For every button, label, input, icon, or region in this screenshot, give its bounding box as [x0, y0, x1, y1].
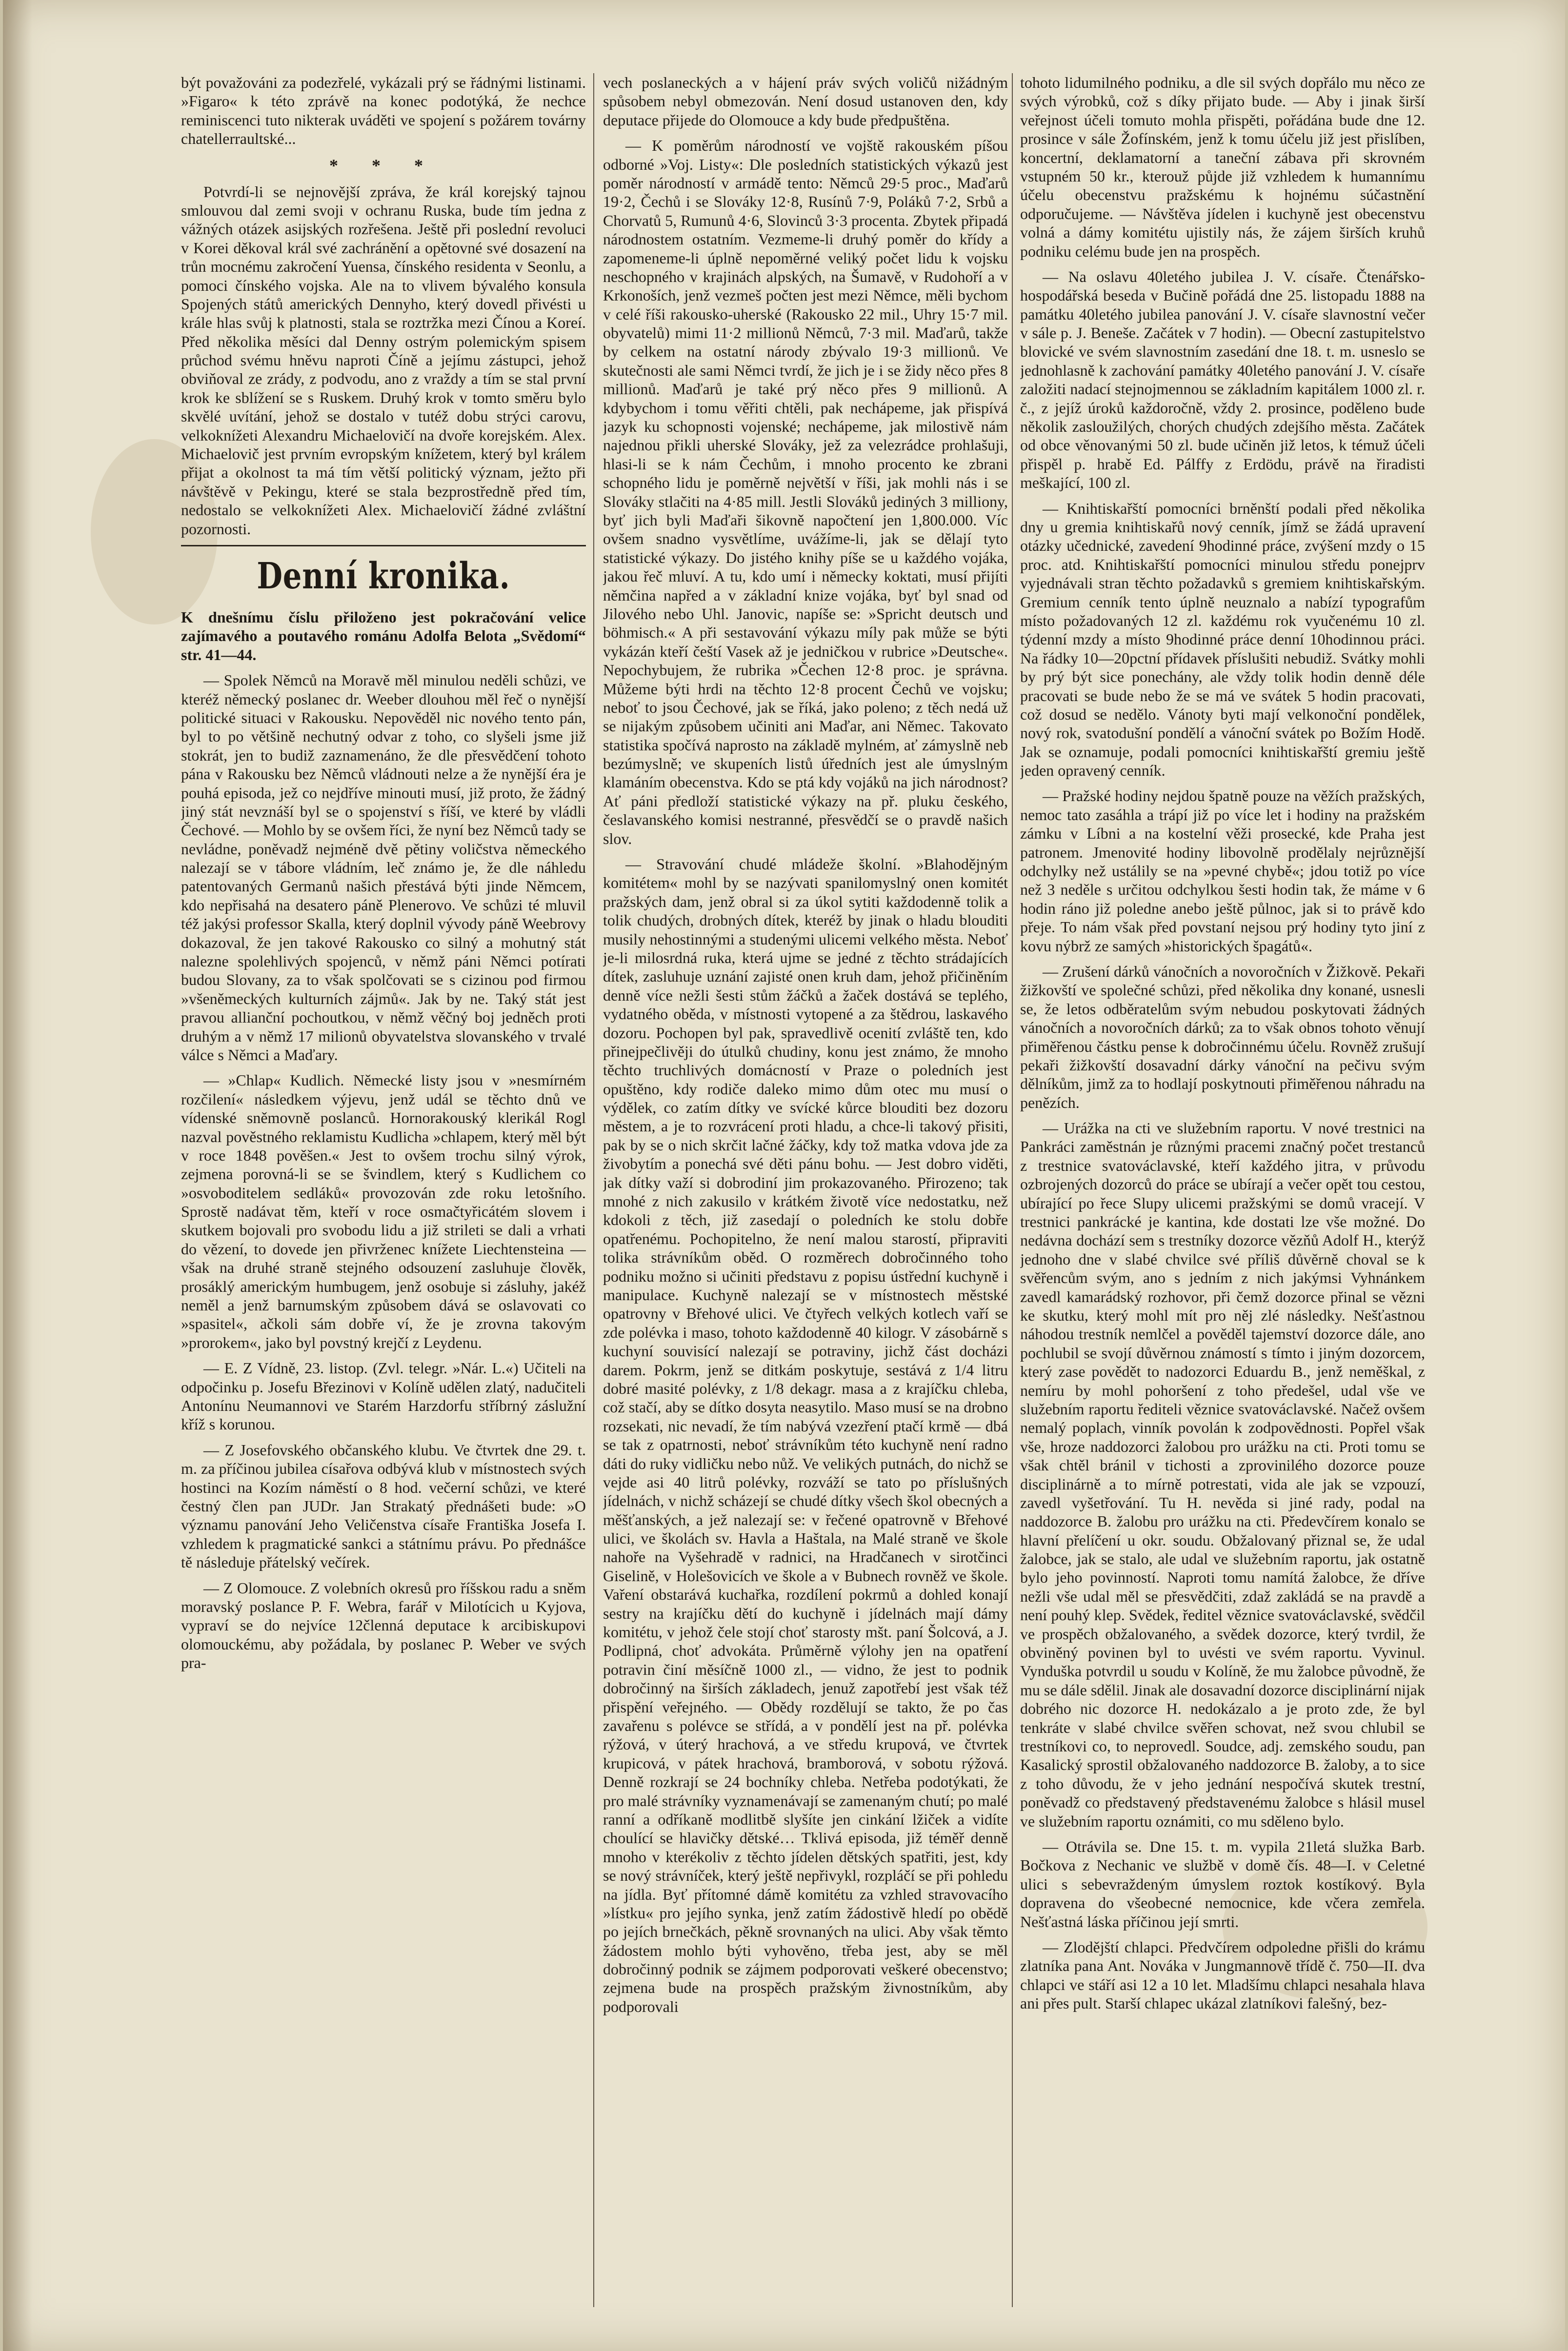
section-title-denni-kronika: Denní kronika. [257, 555, 510, 597]
newspaper-page [3, 0, 1565, 2351]
article-z-olomouce: — Z Olomouce. Z volebních okresů pro říšskou radu a sněm moravský poslance P. F. Webra, farář v Milotícich u Kyjova, vypraví se do nejvíce 12členná deputace k arcibiskupovi olomouckému, aby požádala, by poslanec P. Weber ve svých pra- [181, 1579, 586, 1672]
article-jubileum: — Na oslavu 40letého jubilea J. V. císaře. Čtenářsko-hospodářská beseda v Bučině pořádá dne 25. listopadu 1888 na památku 40letého jubilea panování J. V. císaře slavnostní večer v sále p. J. Beneše. Začátek v 7 hodin). — Obecní zastupitelstvo blovické ve svém slavnostním zasedání dne 18. t. m. usneslo se jednohlasně k zachování památky 40letého panování J. V. císaře založiti nadací stejnojmennou se základním kapitálem 1000 zl. r. č., z jejíž úroků každoročně, vždy 2. prosince, poděleno bude několik zasloužilých, chorých chudých zdejšího města. Začátek od obce věnovanými 50 zl. bude učiněn již letos, k témuž účeli přispěl p. hrabě Ed. Pálffy z Erdödu, právě na řiradisti meškající, 100 zl. [1020, 267, 1425, 492]
section-stars: * * * [329, 155, 438, 175]
supplement-notice: K dnešnímu číslu přiloženo jest pokračování velice zajímavého a poutavého románu Adolfa Belota „Svědomí“ str. 41—44. [181, 608, 586, 663]
article-josefovsky-klub: — Z Josefovského občanského klubu. Ve čtvrtek dne 29. t. m. za příčinou jubilea císařova odbývá klub v místnostech svých hostinci na Kozím náměstí o 8 hod. večerní schůzi, ve které čestný člen pan JUDr. Jan Strakatý přednášeti bude: »O významu panování Jeho Veličenstva císaře Františka Josefa I. vzhledem k pragmatické sankci a státnímu právu. Po přednášce tě následuje přátelský večírek. [181, 1441, 586, 1571]
article-zlodejsti-chlapci: — Zlodějští chlapci. Předvčírem odpoledne přišli do krámu zlatníka pana Ant. Nováka v Jungmannově třídě č. 750—II. dva chlapci ve stáří asi 12 a 10 let. Mladšímu chlapci nesahala hlava ani přes pult. Starší chlapec ukázal zlatníkovi falešný, bez- [1020, 1938, 1425, 2012]
article-zruseni-darku: — Zrušení dárků vánočních a novoročních v Žižkově. Pekaři žižkovští ve společné schůzi, před několika dny konané, usnesli se, že letos odběratelům svým nebudou poskytovati žádných vánočních a novoročních dárků; za to však obnos tohoto věnují přiměřenou částku pense k dobročinnému účelu. Rovněž zrušují pekaři žižkovští dosavadní dárky vánoční na pečivu svým dělníkům, jimž za to hodlají poskytnouti přiměřenou náhradu na penězích. [1020, 962, 1425, 1111]
article-z-vidne: — E. Z Vídně, 23. listop. (Zvl. telegr. »Nár. L.«) Učiteli na odpočinku p. Josefu Březinovi v Kolíně udělen zlatý, nadučiteli Antonínu Neumannovi ve Starém Harzdorfu stříbrný záslužní kříž s korunou. [181, 1359, 586, 1433]
section-rule [181, 545, 586, 546]
column-3 [1020, 73, 1425, 2307]
article-knihtiskari: — Knihtiskařští pomocníci brněnští podali před několika dny u gremia knihtiskařů nový cenník, jímž se žádá upravení otázky učednické, zavedení 9hodinné práce, zvýšení mzdy o 15 proc. atd. Knihtiskařští pomocníci minulou středu ponejprv vyjednávali stran těchto požadavků s gremiem knihtiskařským. Gremium cenník tento úplně neuznalo a nabízí typografům místo požadovaných 12 zl. každému rok vyučenému 10 zl. týdenní mzdy a místo 9hodinné práce denní 10hodinnou práci. Na řádky 10—20pctní přídavek příslušiti nebudiž. Svátky mohli by prý být sice ponechány, ale vždy tolik hodin denně déle pracovati se bude nebo že se má ve svátek 5 hodin pracovati, což dosud se nedělo. Vánoty byti mají velkonoční pondělek, nový rok, svatodušní pondělí a vánoční svátek po Božím Hodě. Jak se oznamuje, podali pomocníci knihtiskařští gremiu ještě jeden opravený cenník. [1020, 499, 1425, 780]
article-kudlich: — »Chlap« Kudlich. Německé listy jsou v »nesmírném rozčilení« následkem výjevu, jenž udál se těchto dnů ve vídenské sněmovně poslanců. Hornorakouský klerikál Rogl nazval pověstného reklamistu Kudlicha »chlapem, který měl být v roce 1848 pověšen.« Jest to ovšem trochu silný výrok, zejmena porovná-li se se švindlem, který s Kudlichem co »osvoboditelem sedláků« provozován zde roku letošního. Sprostě nadávat těm, kteří v roce osmačtyřicátém slovem i skutkem bojovali pro svobodu lidu a již strileti se dali a vrhati do vězení, to dovede jen přivrženec knížete Liechtensteina — však na druhé straně stejného odsouzení zasluhuje člověk, prosáklý americkým humbugem, jenž osobuje si zásluhy, jakéž neměl a jenž barnumským způsobem dává se oslavovati co »spasitel«, ačkoli sám dobře ví, že je zrovna takovým »prorokem«, jako byl povstný krejčí z Leydenu. [181, 1071, 586, 1351]
column-2 [603, 73, 1008, 2307]
column-1 [181, 73, 586, 2307]
article-paragraph: tohoto lidumilného podniku, a dle sil svých dopřálo mu něco ze svých výrobků, což s díky přijato bude. — Aby i jinak širší veřejnost účeli tomuto mohla přispěti, pořádána bude dne 12. prosince v sále Žofínském, jenž k tomu účelu již jest přislíben, koncertní, deklamatorní a taneční zábava při skrovném vstupném 50 kr., kterouž půjde již vzhledem k humannímu účelu obecenstvu pražskému k hojnému súčastnění odporučujeme. — Návštěva jídelen i kuchyně jest obecenstvu volná a dámy komitétu ujistily nás, že zájem širších kruhů podniku celému bude jen na prospěch. [1020, 74, 1425, 260]
article-paragraph: vech poslaneckých a v hájení práv svých voličů nižádným spůsobem nebyl obmezován. Není dosud ustanoven den, kdy deputace přijede do Olomouce a kdy bude předpuštěna. [603, 74, 1008, 129]
article-narodnosti-vojsko: — K poměrům národností ve vojště rakouském píšou odborné »Voj. Listy«: Dle posledních statistických výkazů jest poměr národností v armádě tento: Němců 29·5 proc., Maďarů 19·2, Čechů i se Slováky 12·8, Rusínů 7·9, Poláků 7·2, Srbů a Chorvatů 5, Rumunů 4·6, Slovinců 3·3 procenta. Zbytek připadá národnostem ostatním. Vezmeme-li druhý poměr do křídy a zapomeneme-li úplně nepoměrné veliký počet lidu k vojsku neschopného v krajinách alpských, na Šumavě, v Rudohoří a v Krkonoších, jenž vezmeš počten jest mezi Němce, měli bychom v celé říši rakousko-uherské (Rakousko 22 mil., Uhry 15·7 mil. obyvatelů) mimi 11·2 millionů Němců, 7·3 mil. Maďarů, takže by celkem na ostatní národy zbývalo 19·3 millionů. Ve skutečnosti ale sami Němci tvrdí, že jich je i se židy něco přes 8 millionů. Maďarů je také prý něco přes 9 millionů. A kdybychom i tomu věřiti chtěli, pak nechápeme, jak přispívá jazyk ku schopnosti vojenské; nechápeme, jak milostivě nám najednou přikli uherské Slováky, jež za velezrádce prohlašuji, hlasi-li se k nám Čechům, i mnoho procento ke zbrani schopného lidu je poměrně největší v říši, jak mohli nás i se Slováky stlačiti na 4·85 mill. Jestli Slováků jediných 3 milliony, byť jich byli Maďaři šikovně napočtení jen 1,800.000. Víc ovšem snadno vysvětlíme, uvážíme-li, jak se dělají tyto statistické výkazy. Do jistého knihy píše se u každého vojáka, jakou řeč mluví. A tu, kdo umí i německy koktati, musí přijíti němčina napřed a v základní knize vojáka, byť byl snad od Jilového nebo Uhl. Janovic, napíše se: »Spricht deutsch und böhmisch.« A při sestavování výkazu míly pak může se býti vykázán kteří čeští Vasek až je jedničkou v rubrice »Deutsche«. Nepochybujem, že rubrika »Čechen 12·8 proc. je správna. Můžeme býti hrdi na těchto 12·8 procent Čechů ve vojsku; neboť to jsou Čechové, jak se říká, jako poleno; z těch nedá už se nijakým způsobem učiniti ani Maďar, ani Němec. Takovato statistika spočívá naprosto na základě mylném, ať zámyslně neb bezúmyslně; ve skupeních listů úředních jest ale úmyslným klamáním obecenstva. Kdo se ptá kdy vojáků na jich národnost? Ať páni předloží statistické výkazy na př. pluku českého, česlavanského komisi nestranné, přesvědčí se o pravdě našich slov. [603, 137, 1008, 847]
page-fold-shadow [3, 0, 32, 2351]
article-urazka-na-cti: — Urážka na cti ve služebním raportu. V nové trestnici na Pankráci zaměstnán je různými pracemi značný počet trestanců z trestnice svatováclavské, kteří každého jitra, v průvodu ozbrojených dozorců do práce se ubírají a večer opět tou cestou, ubírající po řece Slupy ulicemi pražskými se domů vracejí. V trestnici pankrácké je kantina, kde dostati lze vše možné. Do nedávna dochází sem s trestníky dozorce vězňů Adolf H., kterýž jednoho dne v slabé chvilce své příliš důvěrně choval se k svěřencům svým, ano s jedním z nich jakýmsi Vyhnánkem zavedl kamarádský rozhovor, při čemž dozorce přinal se vězni ke skutku, který mohl mít pro něj zlé následky. Nešťastnou náhodou trestník nemlčel a pověděl tajemství dozorce dále, ano pochlubil se svojí důvěrnou známostí s tímto i jiným dozorcem, který zase povědět to nadozorci Eduardu B., jenž neměškal, z nemíru by mohl pohoršení z toho předešel, udal vše ve služebním raportu řediteli věznice svatováclavské. Načež ovšem nemalý poplach, vinník povolán k zodpovědnosti. Popřel však vše, hroze naddozorci žalobou pro urážku na cti. Proti tomu se však chtěl bránil v tichosti a zprovinilého dozorce pouze disciplinárně a to mírně potrestati, vida ale jak se vzpouzí, zavedl vyšetřování. Tu H. nevěda si jiné rady, podal na naddozorce B. žalobu pro urážku na cti. Předevčírem konalo se hlavní přelíčení u okr. soudu. Obžalovaný přiznal se, že udal žalobce, jak se stalo, ale udal ve služebním raportu, jak ostatně bylo jeho povinností. Naproti tomu namítá žalobce, že dříve nežli vše udal měl se přesvědčiti, zdaž zakládá se na pravdě a není pouhý klep. Svědek, ředitel věznice svatováclavské, svědčil ve prospěch obžalovaného, a svědek dozorce, který tvrdil, že obviněný povinen byl to uvésti ve svém raportu. Vyvinul. Vynduška potvrdil u soudu v Kolíně, že mu žalobce původně, že mu se dále sdělil. Jinak ale dosavadní dozorce disciplinární nijak dobrého nic dozorce H. nedokázalo a je proto zde, že byl tenkráte v slabé chvilce svěřen schovat, než svou chlubil se trestníkovi co, to neprovedl. Soudce, adj. zemského soudu, pan Kasalický sprostil obžalovaného naddozorce B. žaloby, a to sice z toho důvodu, že v jeho jednání nespočívá skutek trestní, poněvadž co představený představenému žalobce s hlásil musel ve služebním raportu oznámiti, co mu sděleno bylo. [1020, 1119, 1425, 1830]
column-rule [1012, 73, 1013, 2307]
article-otravila-se: — Otrávila se. Dne 15. t. m. vypila 21letá služka Barb. Bočkova z Nechanic ve službě v domě čís. 48—I. v Celetné ulici s sebevraždeným úmyslem roztok kostíkový. Byla dopravena do všeobecné nemocnice, kde včera zemřela. Nešťastná láska příčinou její smrti. [1020, 1837, 1425, 1930]
article-korea: Potvrdí-li se nejnovější zpráva, že král korejský tajnou smlouvou dal zemi svoji v ochranu Ruska, bude tím jedna z vážných otázek asijských rozřešena. Ještě při poslední revoluci v Korei děkoval král své zachránění a opětovné své dosazení na trůn mocnému zakročení Yuensa, čínského residenta v Seonlu, a pomoci čínského vojska. Ale na to vlivem bývalého konsula Spojených států amerických Dennyho, který dovedl přivésti u krále hlas svůj k platnosti, stala se roztržka mezi Čínou a Koreí. Před několika měsíci dal Denny ostrým polemickým spisem průchod svému hněvu naproti Číně a jejímu zástupci, jehož obviňoval ze zrády, z podvodu, ano z vraždy a tím se stal první krok ke sblížení se s Ruskem. Druhý krok v tomto směru bylo skvělé uvítání, jehož se dostalo v tutéž dobu strýci carovu, velkoknížeti Alexandru Michaelovičí na dvoře korejském. Alex. Michaelovič jest prvním evropským knížetem, který byl králem přijat a okolnost ta má tím větší politický význam, ježto při návštěvě v Pekingu, které se stala bezprostředně před tím, nedostalo se velkoknížeti Alex. Michaelovičí žádné zvláštní pozornosti. [181, 182, 586, 538]
article-prazske-hodiny: — Pražské hodiny nejdou špatně pouze na věžích pražských, nemoc tato zasáhla a trápí již po více let i hodiny na pražském zámku v Líbni a na kostelní věži prosecké, kde Praha jest patronem. Jmenovité hodiny libovolně prodělaly nejrůznější odchylky než ustálily se na »pevné chybě«; jdou totiž po více než 3 neděle s určitou odchylkou šesti hodin tak, že máme v 6 hodin ráno již poledne anebo ještě půlnoc, jak si to právě kdo přeje. To nám však před povstaní nejsou prý hodiny tyto jiní z kovu nýbrž ze samých »historických špagátů«. [1020, 787, 1425, 955]
article-paragraph: být považováni za podezřelé, vykázali prý se řádnými listinami. »Figaro« k této zprávě na konec podotýká, že nechce reminiscenci tuto nikterak uváděti ve spojení s požárem továrny chatellerraultské... [181, 74, 586, 148]
column-rule [593, 73, 594, 2307]
article-stravovani-mladeze: — Stravování chudé mládeže školní. »Blahodějným komitétem« mohl by se nazývati spanilomyslný onen komitét pražských dam, jenž obral si za úkol sytiti každodenně tolik a tolik chudých, drobných dítek, kteréž by jinak o hladu blouditi musily nehostinnými a studenými ulicemi velkého města. Neboť je-li milosrdná ruka, která ujme se jedné z těchto strádajících dítek, zasluhuje uznání zajisté onen kruh dam, jehož přičiněním denně více nežli šesti stům žáčků a žaček dostává se teplého, vydatného oběda, v místnosti vytopené a za štědrou, laskavého dozoru. Pochopen byl pak, spravedlivě ocenití zvláště ten, kdo přinejpečlivěji do útulků chudiny, konu jest známo, že mnoho těchto truchlivých domácností v Praze o poledních jest opuštěno, kdy rodiče daleko mimo dům otec mu musí o výdělek, co zatím dítky ve svícké kůrce blouditi bez dozoru městem, a je to rozvrácení proti hladu, a chce-li takový přisiti, pak by se o nich skrčit lačné žáčky, kdy tož matka vdova jde za živobytím a ponechá své děti pánu bohu. — Jest dobro viděti, jak dítky važí si dobrodiní jim prokazovaného. Přirozeno; tak mnohé z nich zakusilo v krátkém životě více nedostatku, než kdokoli z těch, již zasedají o poledních ke stolu dobře opatřenému. Pochopitelno, že není malou starostí, připraviti tolika strávníkům oběd. O rozměrech dobročinného toho podniku možno si učiniti představu z popisu ústřední kuchyně i manipulace. Kuchyně nalezají se v místnostech městské opatrovny v Břehové ulici. Ve čtyřech velkých kotlech vaří se zde polévka i maso, tohoto každodenně 40 kilogr. V zásobárně s kuchyní souvisící nalezají se potraviny, jichž část docházi darem. Pokrm, jenž se ditkám poskytuje, sestává z 1/4 litru dobré masité polévky, z 1/8 dekagr. masa a z krajíčku chleba, což stačí, aby se dítko dosyta neasytilo. Maso musí se na drobno rozsekati, nic nevadí, že tím nabývá vzezření ptačí krmě — dbá se tak z opatrnosti, neboť strávníkům této kuchyně není radno dáti do ruky vidličku nebo nůž. Ve velikých putnách, do nichž se vejde asi 40 litrů polévky, rozváží se tato po příslušných jídelnách, v nichž scházejí se chudé dítky všech škol obecných a měšťanských, a jež nalezají se: v řečené opatrovně v Břehové ulici, ve školách sv. Havla a Haštala, na Malé straně ve škole nahoře na Vyšehradě v radnici, na Hradčanech v sirotčinci Giselině, v Holešovicích ve škole a v Bubnech rovněž ve škole. Vaření obstarává kuchařka, rozdílení pokrmů a dohled konají sestry na krajíčku dětí do kuchyně i jídelnách mají dámy komitétu, v jehož čele stojí choť starosty mšt. paní Šolcová, a J. Podlipná, choť advokáta. Průměrně výlohy jen na opatření potravin činí měsíčně 1000 zl., — vidno, že jest to podnik dobročinný na širších základech, jenuž zapotřebí jest však též přispění veřejného. — Obědy rozdělují se takto, že po čas zavařenu s polévce se střídá, a v pondělí jest na př. polévka rýžová, v úterý hrachová, a ve středu krupová, ve čtvrtek krupicová, v pátek hrachová, bramborová, v sobotu rýžová. Denně rozkrají se 24 bochníky chleba. Netřeba podotýkati, že pro malé strávníky vyznamenávají se zamenaným chutí; po malé ranní a odříkaně modlitbě slyšíte jen cinkání lžiček a vidíte choulící se hlavičky dětské… Tklivá episoda, již téměř denně mnoho v kterékoliv z těchto jídelen dětských spatřiti, jest, kdy se nový strávníček, který ještě nepřivykl, rozpláčí se při pohledu na jídla. Byť přítomné dámě komitétu za vzhled stravovacího »lístku« pro jejího synka, jenž zatím žádostivě hledí po obědě po jejích brnečkách, pěkně srovnaných na ulici. Aby však těmto žádostem mohlo býti vyhověno, třeba jest, aby se měl dobročinný podnik se zájmem podporovati veškeré obecenstvo; zejmena bude na prospěch pražským živnostníkům, aby podporovali [603, 855, 1008, 2015]
article-spolek-nemcu: — Spolek Němců na Moravě měl minulou neděli schůzi, ve kteréž německý poslanec dr. Weeber dlouhou měl řeč o nynější politické situaci v Rakousku. Nepověděl nic nového tento pán, byl to po většině nechutný odvar z toho, co slyšeli jsme již stokrát, jen to budiž zaznamenáno, že dle přesvědčení tohoto pána v Rakousku bez Němců vládnouti nelze a že nynější éra je pouhá episoda, jež co nejdříve minouti musí, již proto, že žádný jiný stát nevznáší byl se o spojenství s říší, ve které by vládli Čechové. — Mohlo by se ovšem říci, že nyní bez Němců tady se nevládne, poněvadž nejméně dvě pětiny voličstva německého nalezají se v tábore vládním, leč známo je, že dle náhledu patentovaných Germanů našich přestává býti jinde Němcem, kdo nepřisahá na desatero páně Plenerovo. Ve schůzi té mluvil též jakýsi professor Skalla, který doplnil vývody páně Weebrovy dokazoval, že jen takové Rakousko co silný a mohutný stát nalezne spolehlivých spojenců, v němž páni Němci potírati budou Slovany, za to však spolčovati se s cizinou pod firmou »všeněmeckých kulturních zájmů«. Jak by ne. Taký stát jest pravou allianční pochoutkou, v němž věčný boj jedněch proti druhým a v němž 17 milionů obyvatelstva slovanského v trvalé válce s Němci a Maďary. [181, 671, 586, 1064]
